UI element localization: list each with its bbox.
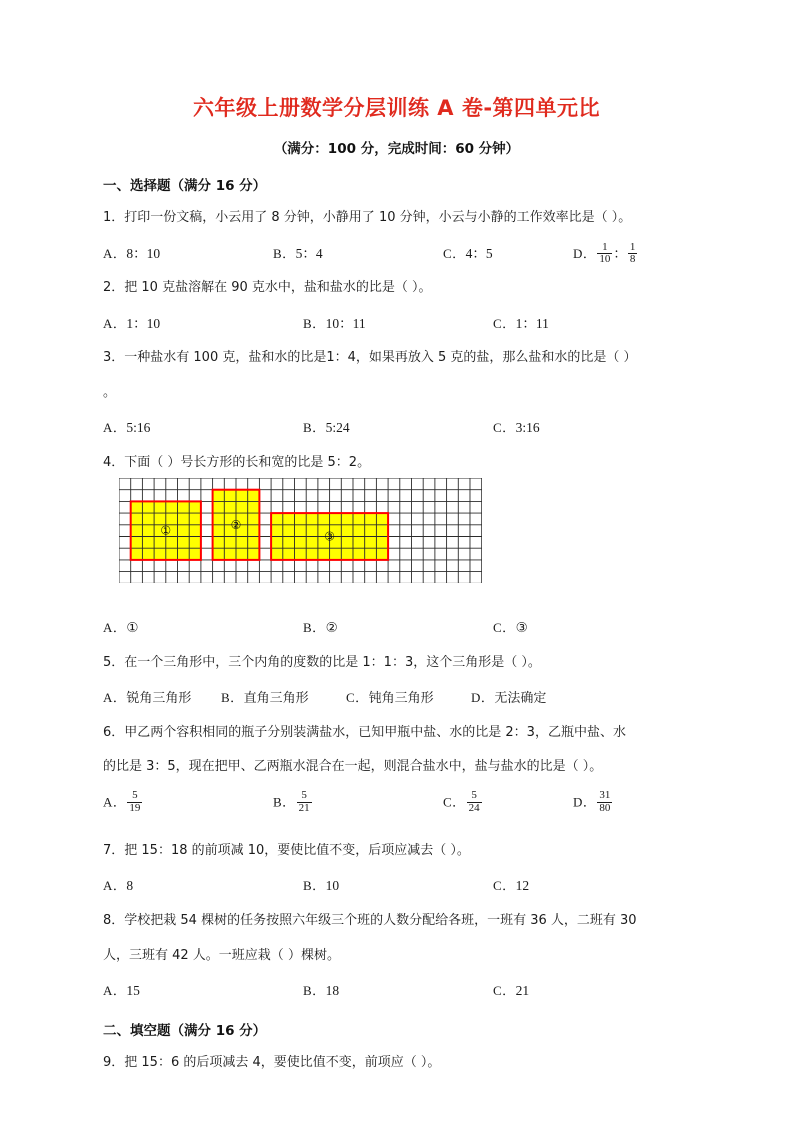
- q2-option-b-value: 10：11: [325, 316, 366, 332]
- question-1-options: [103, 228, 690, 264]
- q8-option-c-label: C．: [493, 982, 516, 998]
- q8-option-c-value: 21: [515, 982, 530, 998]
- q2-option-c-value: 1：11: [515, 316, 549, 332]
- question-2-options: [103, 298, 690, 334]
- q6-option-a-label: A．: [103, 794, 127, 810]
- q1-option-d-colon: ：: [613, 246, 627, 262]
- question-4-figure-wrap: [103, 473, 690, 603]
- q4-option-a[interactable]: [103, 617, 139, 636]
- q8-option-b-value: 18: [325, 982, 340, 998]
- question-8-text-line2: 人，三班有 42 人。一班应栽（ ）棵树。: [103, 947, 340, 963]
- question-3-text-tail: 。: [103, 384, 117, 400]
- q5-option-d-label: D．: [471, 690, 495, 706]
- q1-option-b[interactable]: [273, 242, 323, 262]
- q4-option-a-label: A．: [103, 619, 127, 635]
- question-8-text-line1: 8．学校把栽 54 棵树的任务按照六年级三个班的人数分配给各班，一班有 36 人，二班有 30: [103, 913, 637, 929]
- q8-option-b-label: B．: [303, 982, 326, 998]
- question-6-text-line1: 6．甲乙两个容积相同的瓶子分别装满盐水，已知甲瓶中盐、水的比是 2：3，乙瓶中盐、水: [103, 725, 626, 741]
- q2-option-c-label: C．: [493, 316, 516, 332]
- question-5-options: [103, 673, 690, 709]
- q8-option-a-label: A．: [103, 982, 127, 998]
- q7-option-c-value: 12: [515, 878, 530, 894]
- rect-label-③: ③: [324, 529, 335, 544]
- q3-option-c[interactable]: [493, 417, 540, 436]
- q6-option-b-fraction: [297, 790, 312, 814]
- question-9-text: 9．把 15：6 的后项减去 4，要使比值不变，前项应（ ）。: [103, 1054, 441, 1070]
- q6-option-b-denominator: 21: [298, 801, 310, 814]
- rect-label-①: ①: [160, 523, 172, 538]
- q2-option-c[interactable]: [493, 312, 549, 332]
- q3-option-c-label: C．: [493, 419, 516, 435]
- q6-option-c-fraction: [467, 790, 482, 814]
- q4-option-c-value: ③: [515, 619, 528, 635]
- q7-option-a[interactable]: [103, 875, 133, 894]
- q1-option-c-value: 4：5: [465, 246, 493, 262]
- q7-option-a-label: A．: [103, 878, 127, 894]
- q6-option-c-numerator: 5: [471, 789, 477, 802]
- q2-option-b-label: B．: [303, 316, 326, 332]
- q6-option-a[interactable]: [103, 791, 143, 815]
- page-content: [103, 0, 690, 1073]
- q2-option-a[interactable]: [103, 312, 160, 332]
- q6-option-d-label: D．: [573, 794, 597, 810]
- section-heading-fill-in: 二、填空题（满分 16 分）: [103, 1022, 267, 1039]
- q1-option-d-fraction-2: [628, 242, 638, 266]
- q7-option-b[interactable]: [303, 875, 339, 894]
- question-6-text-line2: 的比是 3：5，现在把甲、乙两瓶水混合在一起，则混合盐水中，盐与盐水的比是（ ）。: [103, 759, 603, 775]
- q5-option-b-label: B．: [221, 690, 244, 706]
- q2-option-a-label: A．: [103, 316, 127, 332]
- question-7-text: 7．把 15：18 的前项减 10，要使比值不变，后项应减去（ ）。: [103, 843, 470, 859]
- question-3-options: [103, 403, 690, 439]
- q3-option-a-label: A．: [103, 419, 127, 435]
- q1-option-a[interactable]: [103, 242, 160, 262]
- q4-option-b-value: ②: [325, 619, 338, 635]
- q6-option-d-denominator: 80: [599, 801, 611, 814]
- q8-option-b[interactable]: [303, 980, 339, 999]
- q3-option-a-value: 5:16: [126, 419, 151, 435]
- q4-option-b-label: B．: [303, 619, 326, 635]
- q6-option-a-fraction: [127, 790, 142, 814]
- q7-option-b-value: 10: [325, 878, 340, 894]
- page-title: 六年级上册数学分层训练 A 卷-第四单元比: [192, 96, 601, 120]
- q1-option-b-label: B．: [273, 246, 296, 262]
- q7-option-b-label: B．: [303, 878, 326, 894]
- q7-option-c-label: C．: [493, 878, 516, 894]
- q6-option-a-numerator: 5: [132, 789, 138, 802]
- rectangle-grid-figure: [119, 478, 482, 584]
- q4-option-c-label: C．: [493, 619, 516, 635]
- q1-option-b-value: 5：4: [295, 246, 323, 262]
- q4-option-a-value: ①: [126, 619, 139, 635]
- q3-option-a[interactable]: [103, 417, 150, 436]
- q6-option-b[interactable]: [273, 791, 313, 815]
- q1-option-c-label: C．: [443, 246, 466, 262]
- q5-option-c[interactable]: [346, 687, 434, 706]
- q1-option-a-value: 8：10: [126, 246, 161, 262]
- q5-option-a[interactable]: [103, 687, 191, 706]
- question-5-text: 5．在一个三角形中，三个内角的度数的比是 1：1：3，这个三角形是（ ）。: [103, 654, 541, 670]
- q1-option-d-label: D．: [573, 246, 597, 262]
- q4-option-c[interactable]: [493, 617, 528, 636]
- q6-option-b-label: B．: [273, 794, 296, 810]
- rect-label-②: ②: [230, 517, 242, 532]
- q6-option-c-label: C．: [443, 794, 466, 810]
- q1-option-d-frac1-denominator: 10: [599, 253, 611, 266]
- q3-option-b-value: 5:24: [325, 419, 350, 435]
- q6-option-a-denominator: 19: [129, 801, 141, 814]
- q3-option-b[interactable]: [303, 417, 350, 436]
- page-subtitle: （满分：100 分，完成时间：60 分钟）: [273, 141, 520, 158]
- q2-option-a-value: 1：10: [126, 316, 161, 332]
- q7-option-a-value: 8: [126, 878, 134, 894]
- q1-option-d[interactable]: [573, 242, 638, 267]
- question-8-options: [103, 966, 690, 1002]
- q5-option-b-value: 直角三角形: [243, 691, 309, 707]
- question-1-text: 1．打印一份文稿，小云用了 8 分钟，小静用了 10 分钟，小云与小静的工作效率比是（ ）。: [103, 210, 632, 226]
- q1-option-d-frac2-numerator: 1: [629, 240, 636, 253]
- q5-option-b[interactable]: [221, 687, 309, 706]
- question-3-text: 3．一种盐水有 100 克，盐和水的比是1：4，如果再放入 5 克的盐，那么盐和水的比是（ ）: [103, 350, 637, 366]
- q2-option-b[interactable]: [303, 312, 366, 332]
- q1-option-d-frac1-numerator: 1: [602, 240, 608, 253]
- q5-option-c-value: 钝角三角形: [368, 691, 434, 707]
- q6-option-c-denominator: 24: [468, 801, 480, 814]
- q8-option-c[interactable]: [493, 980, 529, 999]
- q6-option-b-numerator: 5: [301, 789, 307, 802]
- q1-option-d-fraction-1: [597, 242, 612, 266]
- q7-option-c[interactable]: [493, 875, 529, 894]
- q6-option-d[interactable]: [573, 791, 613, 815]
- q6-option-d-numerator: 31: [599, 789, 611, 802]
- question-7-options: [103, 861, 690, 897]
- q5-option-a-label: A．: [103, 690, 127, 706]
- q6-option-c[interactable]: [443, 791, 483, 815]
- rectangle-grid-svg: [119, 478, 482, 583]
- q6-option-d-fraction: [597, 790, 612, 814]
- q3-option-c-value: 3:16: [515, 419, 540, 435]
- question-6-options: [103, 777, 690, 827]
- q8-option-a[interactable]: [103, 980, 140, 999]
- q3-option-b-label: B．: [303, 419, 326, 435]
- q1-option-a-label: A．: [103, 246, 127, 262]
- q5-option-a-value: 锐角三角形: [126, 691, 192, 707]
- q5-option-d[interactable]: [471, 687, 546, 706]
- question-4-options: [103, 603, 690, 639]
- q1-option-c[interactable]: [443, 242, 493, 262]
- q5-option-d-value: 无法确定: [494, 691, 547, 707]
- q5-option-c-label: C．: [346, 690, 369, 706]
- q4-option-b[interactable]: [303, 617, 338, 636]
- q1-option-d-frac2-denominator: 8: [629, 253, 636, 266]
- q8-option-a-value: 15: [126, 982, 140, 998]
- question-4-text: 4．下面（ ）号长方形的长和宽的比是 5：2。: [103, 454, 371, 470]
- section-heading-choice: 一、选择题（满分 16 分）: [103, 178, 267, 195]
- question-2-text: 2．把 10 克盐溶解在 90 克水中，盐和盐水的比是（ ）。: [103, 280, 432, 296]
